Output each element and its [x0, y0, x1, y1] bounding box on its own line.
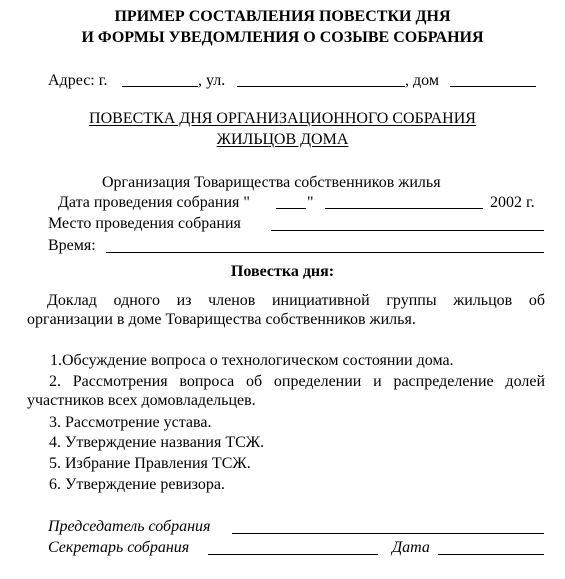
meeting-time-label: Время:: [48, 237, 96, 254]
secretary-signature-blank: [208, 554, 378, 555]
street-blank: [237, 86, 405, 87]
agenda-item: 5. Избрание Правления ТСЖ.: [49, 455, 251, 472]
agenda-item: 2. Рассмотрения вопроса об определении и распределение долей участников всех домовладельцев.: [27, 373, 545, 409]
address-label: Адрес: г.: [48, 72, 108, 89]
agenda-item: 6. Утверждение ревизора.: [49, 476, 225, 493]
agenda-heading: Повестка дня:: [230, 263, 335, 280]
meeting-place-blank: [271, 230, 544, 231]
house-blank: [450, 86, 536, 87]
street-label: , ул.: [198, 72, 226, 89]
signature-date-blank: [438, 554, 544, 555]
chair-signature-blank: [232, 533, 544, 534]
meeting-time-blank: [106, 252, 544, 253]
agenda-intro: Доклад одного из членов инициативной группы жильцов об организации в доме Товарищества собственников жилья.: [27, 292, 545, 328]
meeting-year: 2002 г.: [490, 194, 535, 211]
secretary-label: Секретарь собрания: [48, 539, 190, 556]
agenda-item: 3. Рассмотрение устава.: [49, 414, 212, 431]
meeting-day-blank: [276, 208, 306, 209]
city-blank: [122, 86, 198, 87]
signature-date-label: Дата: [392, 539, 430, 556]
agenda-title-line1: ПОВЕСТКА ДНЯ ОРГАНИЗАЦИОННОГО СОБРАНИЯ: [89, 110, 476, 127]
agenda-item: 4. Утверждение названия ТСЖ.: [49, 434, 265, 451]
agenda-title-line2: ЖИЛЬЦОВ ДОМА: [216, 131, 349, 148]
document-title-line1: ПРИМЕР СОСТАВЛЕНИЯ ПОВЕСТКИ ДНЯ: [114, 8, 451, 25]
agenda-item: 1.Обсуждение вопроса о технологическом состоянии дома.: [50, 352, 454, 369]
chair-label: Председатель собрания: [48, 518, 211, 535]
document-title-line2: И ФОРМЫ УВЕДОМЛЕНИЯ О СОЗЫВЕ СОБРАНИЯ: [81, 29, 484, 46]
meeting-month-blank: [325, 208, 483, 209]
house-label: , дом: [405, 72, 439, 89]
meeting-date-label: Дата проведения собрания ": [58, 194, 250, 211]
meeting-place-label: Место проведения собрания: [48, 215, 241, 232]
meeting-date-quote: ": [307, 194, 314, 211]
organization-line: Организация Товарищества собственников жилья: [102, 174, 441, 191]
